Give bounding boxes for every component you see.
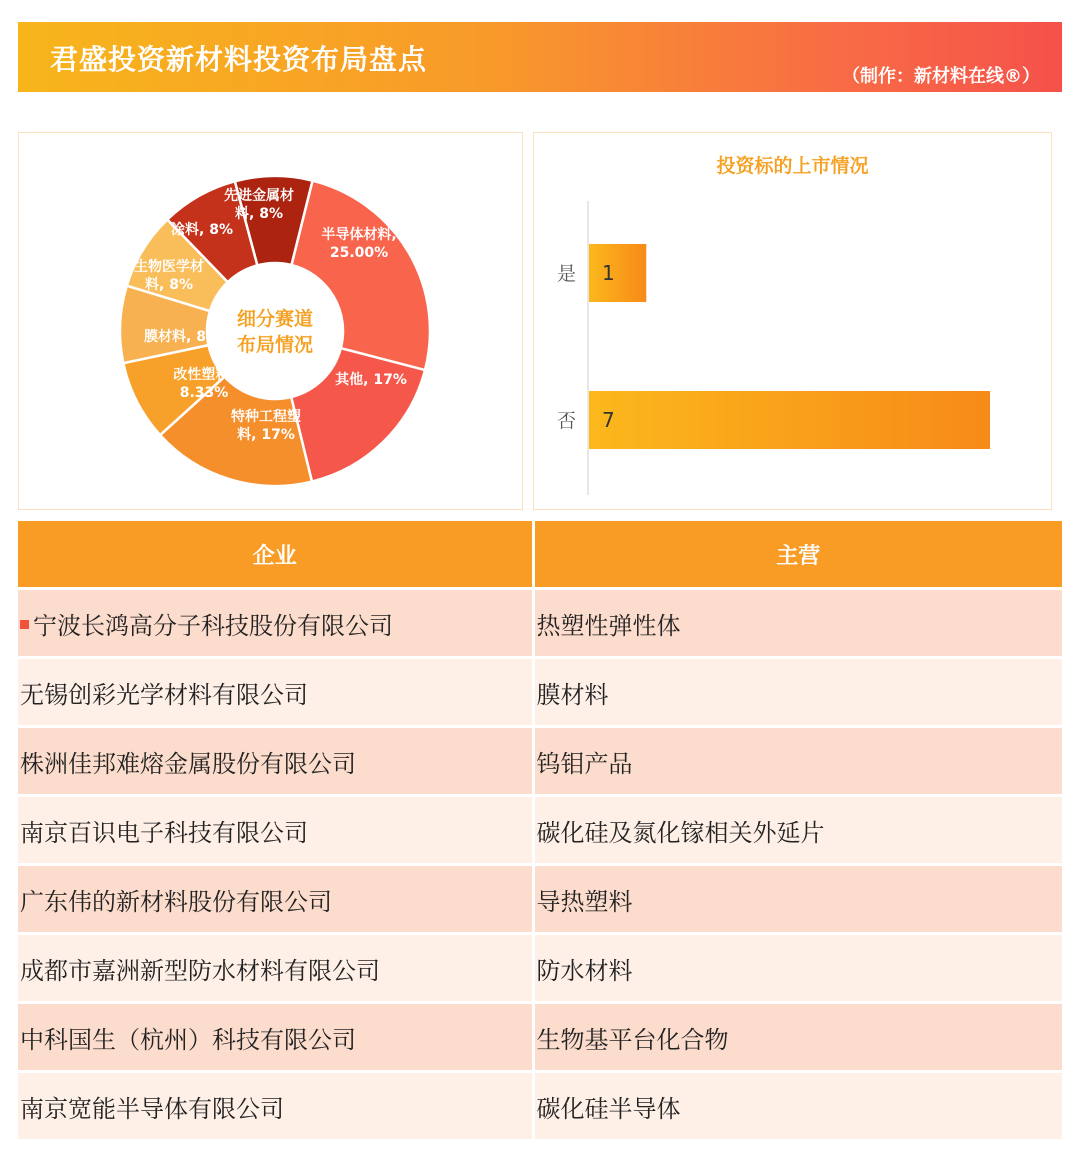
header-business: 主营 (533, 521, 1062, 589)
company-name: 南京宽能半导体有限公司 (20, 1094, 284, 1123)
bar-chart (534, 133, 1051, 509)
slice-label-line: 25.00% (329, 245, 389, 261)
donut-chart-panel (18, 132, 523, 510)
table-row (18, 727, 1062, 796)
bar-value-label: 7 (602, 408, 615, 432)
slice-label-line: 8.33% (179, 385, 229, 401)
slice-label-line: 涂料, 8% (171, 222, 233, 238)
business-cell: 生物基平台化合物 (533, 1003, 1062, 1072)
business-cell: 防水材料 (533, 934, 1062, 1003)
slice-label-line: 特种工程塑 (231, 409, 301, 425)
bar-value-label: 1 (602, 261, 615, 285)
page-title: 君盛投资新材料投资布局盘点 (50, 43, 428, 76)
company-name: 南京百识电子科技有限公司 (20, 818, 308, 847)
header-banner (18, 22, 1062, 92)
pie-slice (291, 348, 425, 481)
table-row (18, 1003, 1062, 1072)
table-row (18, 796, 1062, 865)
business-cell: 钨钼产品 (533, 727, 1062, 796)
row-marker-icon (20, 620, 29, 629)
table-row (18, 1072, 1062, 1140)
slice-label (335, 371, 407, 388)
company-cell (18, 727, 533, 796)
company-name: 广东伟的新材料股份有限公司 (20, 887, 332, 916)
bar-chart-title: 投资标的上市情况 (716, 155, 869, 177)
company-name: 中科国生（杭州）科技有限公司 (20, 1025, 356, 1054)
category-tick-label: 否 (556, 410, 576, 432)
slice-label-line: 先进金属材 (224, 188, 294, 204)
company-name: 宁波长鸿高分子科技股份有限公司 (33, 611, 393, 640)
business-cell: 热塑性弹性体 (533, 589, 1062, 658)
company-cell (18, 658, 533, 727)
table-header-row (18, 521, 1062, 589)
company-name: 成都市嘉洲新型防水材料有限公司 (20, 956, 380, 985)
slice-label (144, 328, 220, 345)
category-tick-label: 是 (556, 263, 576, 285)
business-cell: 碳化硅半导体 (533, 1072, 1062, 1140)
donut-center-line: 细分赛道 (236, 308, 314, 330)
company-cell (18, 796, 533, 865)
slice-label-line: 半导体材料, (321, 227, 397, 243)
bar (589, 391, 990, 449)
company-cell (18, 934, 533, 1003)
bar-chart-panel (533, 132, 1052, 510)
company-cell (18, 1072, 533, 1140)
business-cell: 膜材料 (533, 658, 1062, 727)
table-row (18, 934, 1062, 1003)
slice-label-line: 料, 8% (145, 277, 193, 293)
company-cell (18, 1003, 533, 1072)
table-body (18, 589, 1062, 1140)
company-table (18, 521, 1062, 1139)
header-company: 企业 (18, 521, 533, 589)
business-cell: 碳化硅及氮化镓相关外延片 (533, 796, 1062, 865)
company-name: 无锡创彩光学材料有限公司 (20, 680, 308, 709)
slice-label-line: 料, 17% (237, 427, 295, 443)
slice-label-line: 生物医学材 (134, 259, 204, 275)
slice-label-line: 改性塑料, (173, 367, 235, 383)
company-name: 株洲佳邦难熔金属股份有限公司 (20, 749, 356, 778)
company-cell (18, 589, 533, 658)
table-row (18, 658, 1062, 727)
table-row (18, 589, 1062, 658)
bar (589, 244, 646, 302)
slice-label-line: 料, 8% (235, 206, 283, 222)
slice-label (170, 221, 233, 238)
slice-label-line: 膜材料, 8% (144, 329, 220, 345)
credit-text: （制作：新材料在线®） (842, 66, 1040, 87)
company-cell (18, 865, 533, 934)
donut-chart (19, 133, 522, 509)
slice-label-line: 其他, 17% (335, 372, 407, 388)
donut-center-label (237, 307, 313, 356)
table-row (18, 865, 1062, 934)
donut-center-line: 布局情况 (236, 334, 314, 356)
business-cell: 导热塑料 (533, 865, 1062, 934)
